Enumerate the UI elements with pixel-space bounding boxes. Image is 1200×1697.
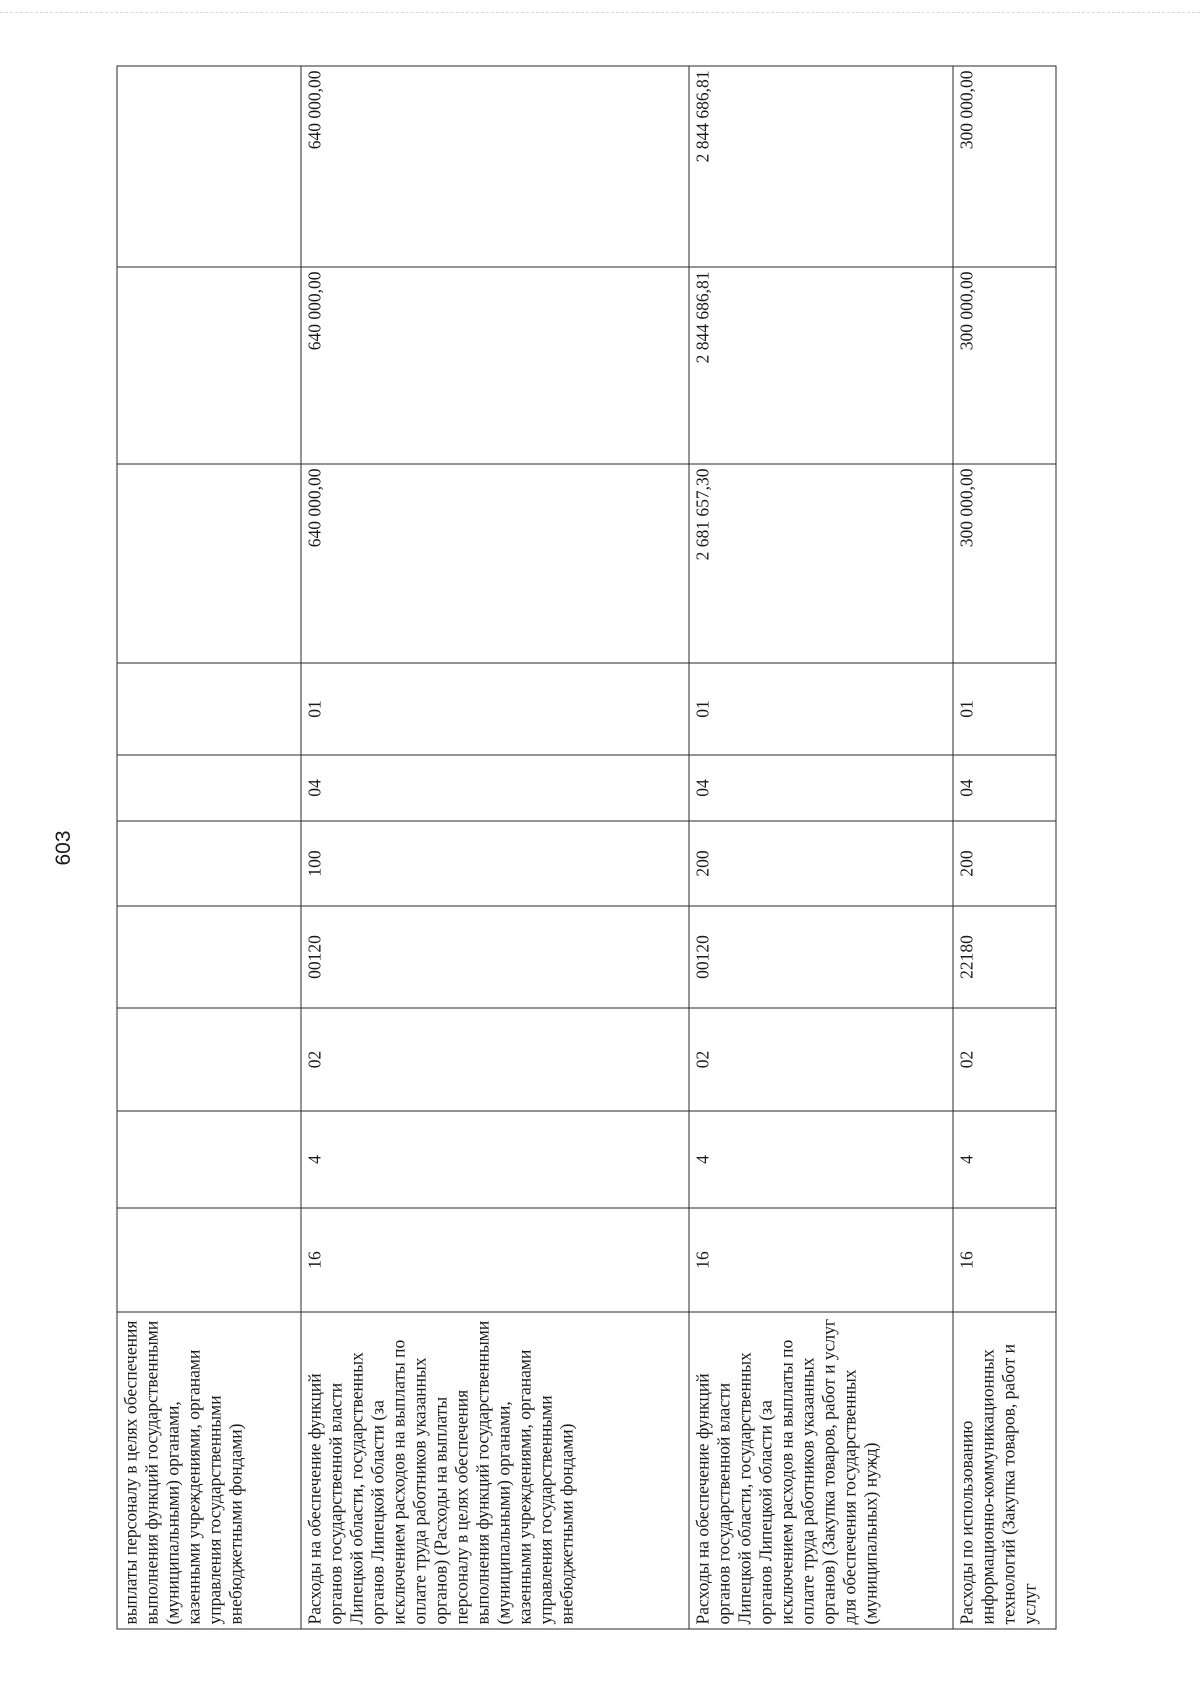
cell-code-4: 00120	[689, 906, 953, 1008]
cell-code-3	[117, 1008, 301, 1111]
cell-code-2: 4	[953, 1111, 1056, 1208]
budget-table-rotated	[117, 67, 1057, 1630]
cell-code-4	[117, 906, 301, 1008]
cell-code-7: 01	[689, 663, 953, 755]
cell-amount-3	[117, 66, 301, 267]
cell-code-6: 04	[953, 755, 1056, 821]
cell-code-3: 02	[301, 1008, 689, 1111]
cell-code-1	[117, 1208, 301, 1312]
cell-code-2: 4	[689, 1111, 953, 1208]
cell-code-3: 02	[689, 1008, 953, 1111]
cell-code-5	[117, 821, 301, 906]
cell-code-4: 00120	[301, 906, 689, 1008]
budget-table	[117, 66, 1057, 1630]
table-row	[117, 66, 301, 1629]
cell-code-7	[117, 663, 301, 755]
cell-code-7: 01	[953, 663, 1056, 755]
table-row	[301, 66, 689, 1629]
table-row	[953, 66, 1056, 1629]
cell-code-6: 04	[689, 755, 953, 821]
cell-code-1: 16	[301, 1208, 689, 1312]
cell-code-4: 22180	[953, 906, 1056, 1008]
cell-amount-3: 300 000,00	[953, 66, 1056, 267]
cell-amount-1: 300 000,00	[953, 464, 1056, 663]
cell-code-5: 200	[953, 821, 1056, 906]
row-description: выплаты персоналу в целях обеспечения выполнения функций государственными (муниципальными) органами, казенными учреждениями, органами управления государственными внебюджетными фондами)	[117, 1312, 301, 1629]
cell-code-7: 01	[301, 663, 689, 755]
cell-amount-3: 640 000,00	[301, 66, 689, 267]
cell-amount-1: 2 681 657,30	[689, 464, 953, 663]
cell-amount-3: 2 844 686,81	[689, 66, 953, 267]
row-description: Расходы на обеспечение функций органов государственной власти Липецкой области, государственных органов Липецкой области (за исключением расходов на выплаты по оплате труда работников указанных органов) (Расходы на выплаты персоналу в целях обеспечения выполнения функций государственными (муниципальными) органами, казенными учреждениями, органами управления государственными внебюджетными фондами)	[301, 1312, 689, 1629]
cell-amount-1: 640 000,00	[301, 464, 689, 663]
scan-edge-line	[0, 12, 1200, 13]
cell-code-6: 04	[301, 755, 689, 821]
cell-code-6	[117, 755, 301, 821]
cell-amount-2: 2 844 686,81	[689, 267, 953, 464]
cell-amount-2	[117, 267, 301, 464]
cell-code-1: 16	[689, 1208, 953, 1312]
row-description: Расходы по использованию информационно-коммуникационных технологий (Закупка товаров, работ и услуг	[953, 1312, 1056, 1629]
cell-amount-1	[117, 464, 301, 663]
row-description: Расходы на обеспечение функций органов государственной власти Липецкой области, государственных органов Липецкой области (за исключением расходов на выплаты по оплате труда работников указанных органов) (Закупка товаров, работ и услуг для обеспечения государственных (муниципальных) нужд)	[689, 1312, 953, 1629]
table-row	[689, 66, 953, 1629]
cell-amount-2: 640 000,00	[301, 267, 689, 464]
cell-code-2: 4	[301, 1111, 689, 1208]
cell-code-2	[117, 1111, 301, 1208]
cell-code-5: 200	[689, 821, 953, 906]
cell-amount-2: 300 000,00	[953, 267, 1056, 464]
page-number: 603	[52, 830, 75, 866]
cell-code-5: 100	[301, 821, 689, 906]
cell-code-1: 16	[953, 1208, 1056, 1312]
cell-code-3: 02	[953, 1008, 1056, 1111]
